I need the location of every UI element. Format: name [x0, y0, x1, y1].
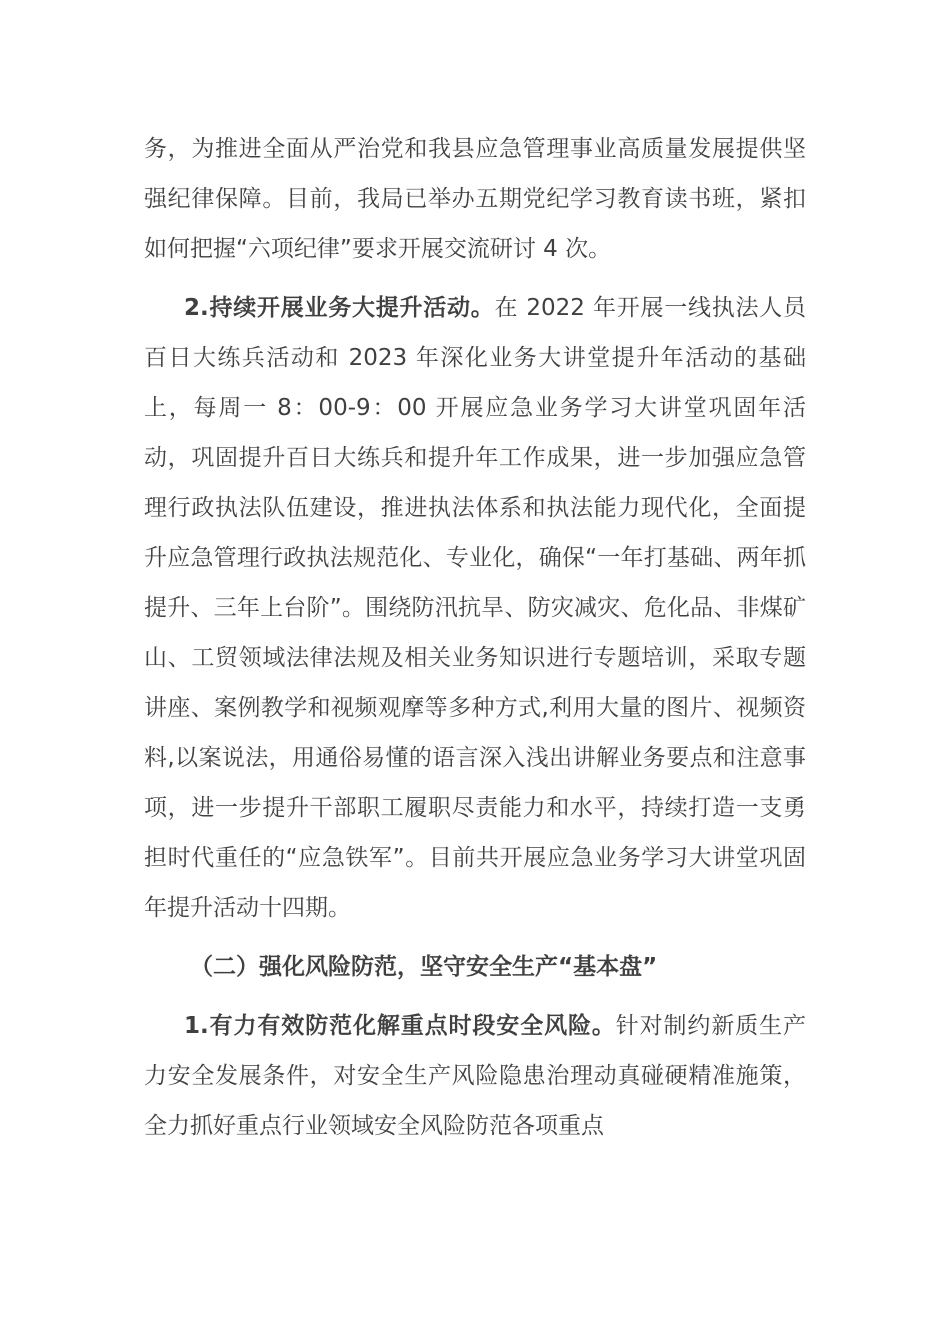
paragraph-continuation	[144, 124, 806, 274]
paragraph-text: 针对制约新质生产力安全发展条件，对安全生产风险隐患治理动真碰硬精准施策，全力抓好重点行业领域安全风险防范各项重点	[144, 1013, 806, 1139]
paragraph-lead: 2.持续开展业务大提升活动。	[184, 295, 495, 321]
paragraph-text: 务，为推进全面从严治党和我县应急管理事业高质量发展提供坚强纪律保障。目前，我局已举办五期党纪学习教育读书班，紧扣如何把握“六项纪律”要求开展交流研讨 4 次。	[144, 136, 806, 262]
paragraph-text: 在 2022 年开展一线执法人员百日大练兵活动和 2023 年深化业务大讲堂提升年活动的基础上，每周一 8：00-9：00 开展应急业务学习大讲堂巩固年活动，巩固提升百日大练兵和提升年工作成果，进一步加强应急管理行政执法队伍建设，推进执法体系和执法能力现代化，全面提升应急管理行政执法规范化、专业化，确保“一年打基础、两年抓提升、三年上台阶”。围绕防汛抗旱、防灾减灾、危化品、非煤矿山、工贸领域法律法规及相关业务知识进行专题培训，采取专题讲座、案例教学和视频观摩等多种方式,利用大量的图片、视频资料,以案说法，用通俗易懂的语言深入浅出讲解业务要点和注意事项，进一步提升干部职工履职尽责能力和水平，持续打造一支勇担时代重任的“应急铁军”。目前共开展应急业务学习大讲堂巩固年提升活动十四期。	[144, 295, 806, 921]
paragraph-risk-prevention	[144, 1001, 806, 1151]
paragraph-lead: 1.有力有效防范化解重点时段安全风险。	[184, 1013, 616, 1039]
section-heading-text: （二）强化风险防范，坚守安全生产“基本盘”	[190, 954, 658, 980]
section-heading	[144, 942, 806, 992]
document-page	[144, 124, 806, 1151]
paragraph-business-improvement	[144, 283, 806, 933]
